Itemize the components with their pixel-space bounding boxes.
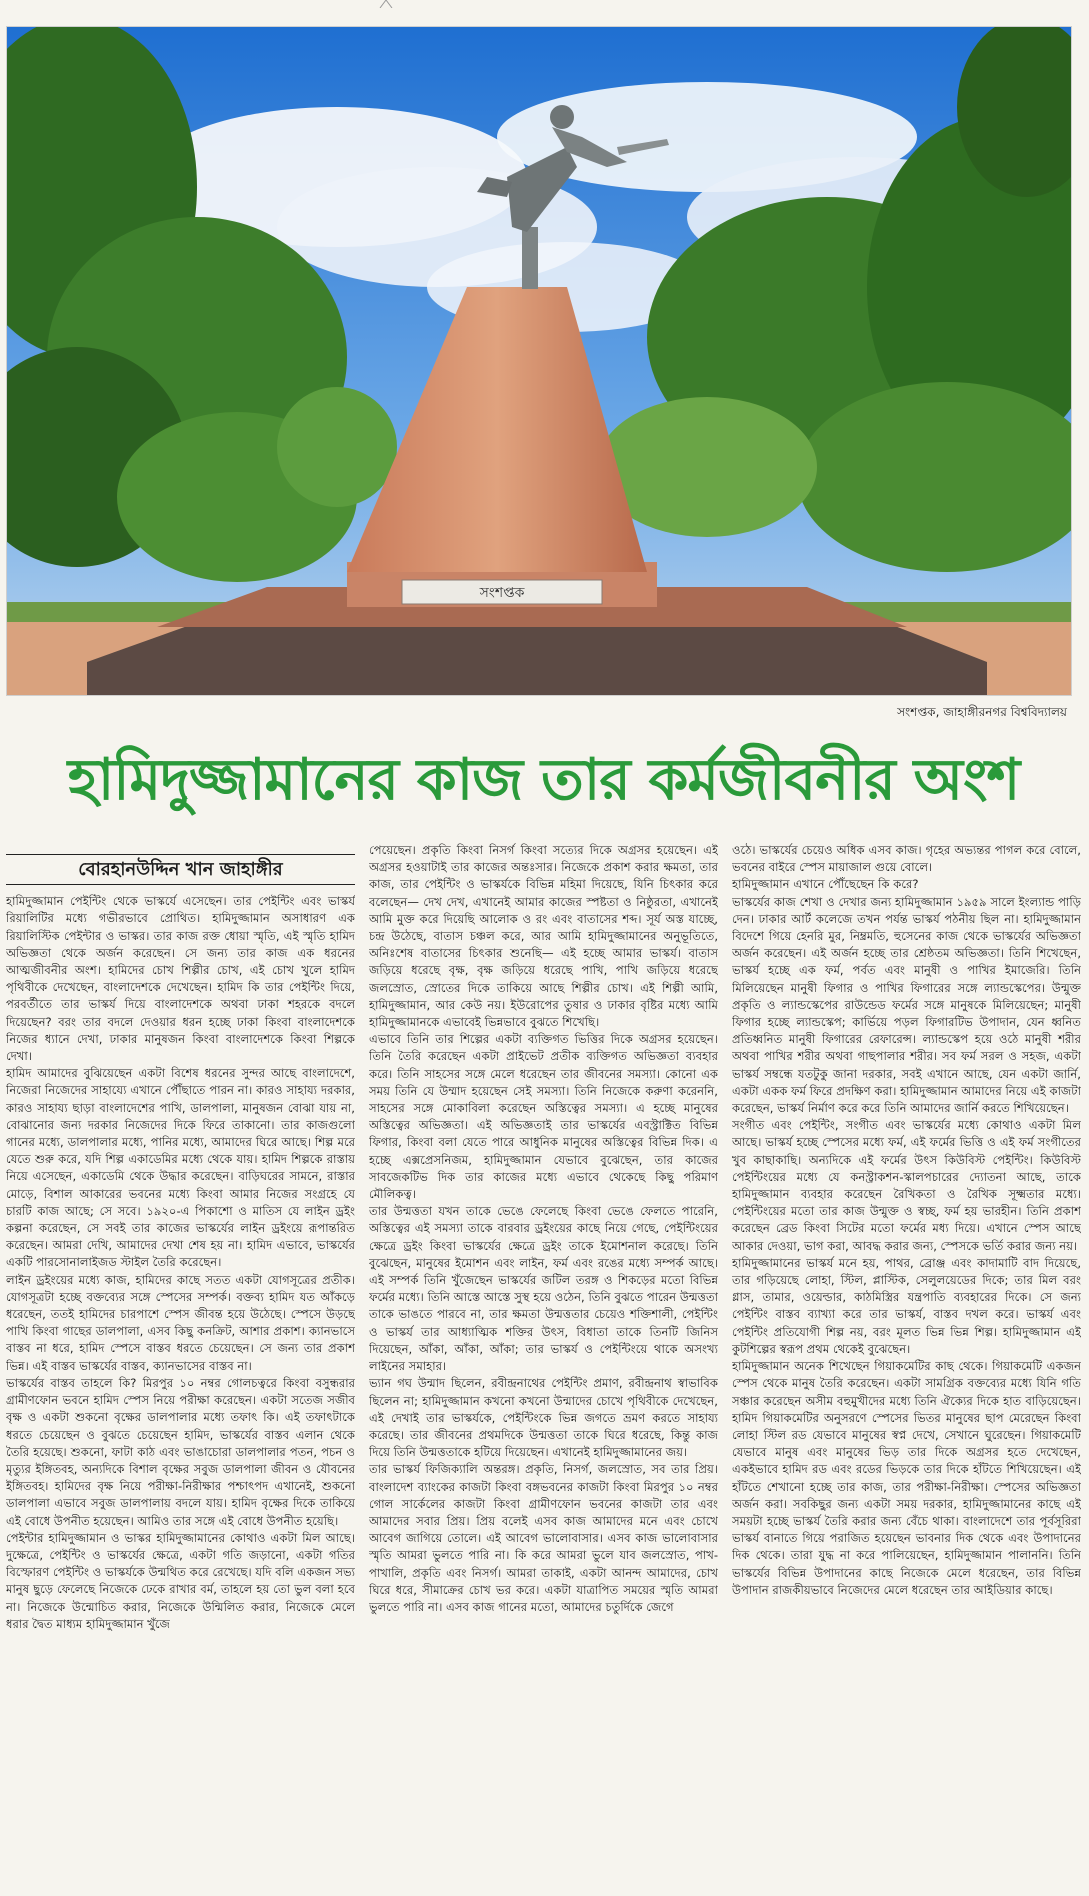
paragraph: ওঠে। ভাস্কর্যের চেয়েও অধিক এসব কাজ। গৃহের অভ্যন্তর পাগল করে বোলে, ভবনের বাইরে স্পেস মায়াজাল গুয়ে বোলে। — [732, 843, 1081, 875]
paragraph: এভাবে তিনি তার শিল্পের একটা ব্যক্তিগত ভিত্তির দিকে অগ্রসর হয়েছেন। তিনি তৈরি করেছেন একটা প্রাইভেট প্রতীক ব্যক্তিগত অভিজ্ঞতা ব্যবহার করে। তিনি সাহসের সঙ্গে মেলে ধরেছেন তার জীবনের সমস্যা। কোনো এক সময় তিনি যে উম্মাদ হয়েছেন সেই সমস্যা। তিনি নিজেকে করুণা করেননি, সাহসের সঙ্গে মোকাবিলা করেছেন অস্তিত্বের সমস্যা। এ হচ্ছে মানুষের অস্তিত্বের অভিজ্ঞতা। এই অভিজ্ঞতাই তার ভাস্কর্যের এবস্ট্রাক্টিত বিভিন্ন ফিগার, কিংবা বলা যেতে পারে আধুনিক মানুষের অস্তিত্বের বিভিন্ন দিক। এ হচ্ছে এক্সপ্রেসনিজম, হামিদুজ্জামান যেভাবে বুঝেছেন, তার কাজের সাবজেকটিভ দিক তার কাজের মধ্যে এভাবে থেকেছে কিছু পরিমাণ মৌলিকত্ব। — [369, 1032, 718, 1202]
paragraph: পেয়েছেন। প্রকৃতি কিংবা নিসর্গ কিংবা সত্যের দিকে অগ্রসর হয়েছেন। এই অগ্রসর হওয়াটাই তার কাজের অন্তঃসার। নিজেকে প্রকাশ করার ক্ষমতা, তার কাজ, তার পেইন্টিং ও ভাস্কর্যকে বিভিন্ন মহিমা দিয়েছে, যিনি চিৎকার করে বলেছেন— দেখ দেখ, এখানেই আমার কাজের স্পষ্টতা ও নিষ্ঠুরতা, এখানেই আমি মুক্ত করে দিয়েছি আলোক ও রং এবং বাতাসের শব্দ। সূর্য অস্ত যাচ্ছে, চন্দ্র উঠেছে, বাতাস চঞ্চল করে, আর আমি হামিদুজ্জামানের অনুভূতিতে, অনিঃশেষ বাতাসের চিৎকার শুনেছি— এই হচ্ছে আমার ভাস্কর্য। বাতাস জড়িয়ে ধরেছে বৃক্ষ, বৃক্ষ জড়িয়ে ধরেছে পাখি, পাখি জড়িয়ে ধরেছে জলস্রোত, স্রোতের দিকে তাকিয়ে আছে শিল্পীর চোখ। এই শিল্পী আমি, হামিদুজ্জামান, আর কেউ নয়। ইউরোপের তুষার ও ঢাকার বৃষ্টির মধ্যে আমি হামিদুজ্জামানকে এভাবেই ভিন্নভাবে বুঝতে শিখেছি। — [369, 843, 718, 1030]
headline: হামিদুজ্জামানের কাজ তার কর্মজীবনীর অংশ — [67, 747, 1020, 813]
byline: বোরহানউদ্দিন খান জাহাঙ্গীর — [6, 854, 355, 885]
paragraph: ভাস্কর্যের বাস্তব তাহলে কি? মিরপুর ১০ নম্বর গোলচত্বরে কিংবা বসুন্ধরার গ্রামীণফোন ভবনে হামিদ স্পেস নিয়ে পরীক্ষা করেছেন। একটা সতেজ সজীব বৃক্ষ ও একটা শুকনো বৃক্ষের ডালপালার মধ্যে তফাৎ কি। এই তফাৎটাকে ধরতে চেয়েছেন ও বুঝতে চেয়েছেন হামিদ, ভাস্কর্যের বাস্তব এলান থেকে তৈরি হয়েছে। শুকনো, ফাটা কাঠ এবং ভাঙাচোরা ডালপালার পতন, পচন ও মৃত্যুর ইঙ্গিতবহ, অন্যদিকে বিশাল বৃক্ষের সবুজ ডালপালা জীবন ও যৌবনের ইঙ্গিতবহ। হামিদের বৃক্ষ নিয়ে পরীক্ষা-নিরীক্ষার পশ্চাৎপদ এখানেই, শুকনো ডালপালা এভাবে সবুজ ডালপালায় বদলে যায়। হামিদ বৃক্ষের দিকে তাকিয়ে এই বোধে উপনীত হয়েছেন। আমিও তার সঙ্গে এই বোধে উপনীত হয়েছি। — [6, 1375, 355, 1528]
paragraph: হামিদুজ্জামান অনেক শিখেছেন গিয়াকমেটির কাছ থেকে। গিয়াকমেটি একজন স্পেস থেকে মানুষ তৈরি করেছেন। একটা সামগ্রিক বক্তব্যের মধ্যে যিনি গতি সঞ্চার করেছেন অসীম বহুমুখীদের মধ্যে তিনি ঐক্যের দিকে হাত বাড়িয়েছেন। হামিদ গিয়াকমেটির অনুসরণে স্পেসের ভিতর মানুষের ছাপ মেরেছেন কিংবা লোহা স্টিল রড যেভাবে মানুষের স্বপ্ন দেখে, সেখানে ঘুরেছেন। গিয়াকমেটি যেভাবে মানুষ এবং মানুষের ভিড় তার দিকে অগ্রসর হতে দেখেছেন, একইভাবে হামিদ রড এবং রডের ভিড়কে তার দিকে হাঁটতে শিখিয়েছেন। এই হাঁটতে শেখানো হচ্ছে তার কাজ, তার পরীক্ষা-নিরীক্ষা। স্পেসের অভিজ্ঞতা অর্জন করা। সবকিছুর জন্য একটা সময় দরকার, হামিদুজ্জামানের কাছে এই সময়টা হচ্ছে ভাস্কর্য তৈরি করার জন্য বেঁচে থাকা। বাংলাদেশে তার পূর্বসূরিরা ভাস্কর্য বানাতে গিয়ে পরাজিত হয়েছেন ভাবনার দিক থেকে এবং উপাদানের দিক থেকে। তারা যুদ্ধ না করে পালিয়েছেন, হামিদুজ্জামান পালাননি। তিনি ভাস্কর্যের বিভিন্ন উপাদানের কাছে নিজেকে মেলে ধরেছেন, তার বিভিন্ন উপাদান রাজকীয়ভাবে নিজেদের মেলে ধরেছেন তার আইডিয়ার কাছে। — [732, 1359, 1081, 1597]
paragraph: সংগীত এবং পেইন্টিং, সংগীত এবং ভাস্কর্যের মধ্যে কোথাও একটা মিল আছে। ভাস্কর্য হচ্ছে স্পেসের মধ্যে ফর্ম, এই ফর্মের ভিত্তি ও এই ফর্ম সংগীতের খুব কাছাকাছি। অন্যদিকে এই ফর্মের উৎস কিউবিস্ট পেইন্টিং। কিউবিস্ট পেইন্টিংয়ের মধ্যে যে কনস্ট্রাকশন-স্কালপচারের দ্যোতনা আছে, তাকে হামিদুজ্জামান ব্যবহার করেছেন রৈখিকতা ও রৈখিক সূক্ষ্মতার মধ্যে। পেইন্টিংয়ের মতো তার কাজ উন্মুক্ত ও স্বচ্ছ, ফর্ম হয় ভারহীন। তিনি প্রকাশ করেছেন ব্রেড কিংবা সিটের মতো ফর্মের মধ্য দিয়ে। এখানে স্পেস আছে আকার দেওয়া, ভাগ করা, আবদ্ধ করার জন্য, স্পেসকে ভর্তি করার জন্য নয়। — [732, 1118, 1081, 1253]
paragraph: ভ্যান গঘ উন্মাদ ছিলেন, রবীন্দ্রনাথের পেইন্টিং প্রমাণ, রবীন্দ্রনাথ স্বাভাবিক ছিলেন না; হামিদুজ্জামান কখনো কখনো উন্মাদের চোখে পৃথিবীকে দেখেছেন, এই দেখাই তার ভাস্কর্যকে, পেইন্টিংকে ভিন্ন জগতে ভ্রমণ করতে সাহায্য করেছে। তার জীবনের প্রথমদিকে উন্মত্ততা তাকে ঘিরে ধরেছে, কিন্তু কাজ দিয়ে তিনি উন্মত্ততাকে হটিয়ে দিয়েছেন। এখানেই হামিদুজ্জামানের জয়। — [369, 1376, 718, 1460]
paragraph: হামিদ আমাদের বুঝিয়েছেন একটা বিশেষ ধরনের সুন্দর আছে বাংলাদেশে, নিজেরা নিজেদের সাহায্যে এখানে পৌঁছাতে পারন না। কারও সাহায্য দরকার, কারও সাহায্য ছাড়া বাংলাদেশের পাখি, ডালপালা, মানুষজন বোঝা যায় না, বোঝানোর জন্য দরকার নিজেদের দিকে ফিরে তাকানো। তার কাজগুলো গানের মধ্যে, ডালপালার মধ্যে, পানির মধ্যে, আমাদের ঘিরে আছে। শিল্প মরে যেতে শুরু করে, যদি শিল্প একাডেমির মধ্যে থেকে যায়। হামিদ শিল্পকে রাস্তায় নিয়ে এসেছেন, একাডেমি থেকে উদ্ধার করেছেন। বাড়িঘরের সামনে, রাস্তার মোড়ে, বিশাল আকারের ভবনের মধ্যে কিংবা আমার নিজের সংগ্রহে যে চারটি কাজ আছে; সে সবে। ১৯২০-এ পিকাশো ও মাতিস যে লাইন ড্রইং কল্পনা করেছেন, সে সবই তার কাজের ভাস্কর্যের লাইন ড্রইংয়ে রূপান্তরিত করেছেন। আমরা দেখি, আমাদের দেখা শেষ হয় না। হামিদ এভাবে, ভাস্কর্যের একটি পারসোনালাইজড স্টাইল তৈরি করেছেন। — [6, 1066, 355, 1270]
photo-caption: সংশপ্তক, জাহাঙ্গীরনগর বিশ্ববিদ্যালয় — [897, 705, 1067, 719]
paragraph: তার ভাস্কর্য ফিজিক্যালি অন্তরঙ্গ। প্রকৃতি, নিসর্গ, জলস্রোত, সব তার প্রিয়। বাংলাদেশ ব্যাংকের কাজটা কিংবা বঙ্গভবনের কাজটা কিংবা মিরপুর ১০ নম্বর গোল সার্কেলের কাজটা কিংবা গ্রামীণফোন ভবনের কাজটা তার এবং আমাদের সবার প্রিয়। প্রিয় বলেই এসব কাজ আমাদের মনে এবং চোখে আবেগ জাগিয়ে তোলে। এই আবেগ ভালোবাসার। এসব কাজ ভালোবাসার স্মৃতি আমরা ভুলতে পারি না। কি করে আমরা ভুলে যাব জলস্রোত, পাখ-পাখালি, প্রকৃতি এবং নিসর্গ। আমরা তাকাই, একটা আনন্দ আমাদের, চোখ ঘিরে ধরে, সীমাক্রের চোখ ভর করে। একটা যাত্রাপিত সময়ের স্মৃতি আমরা ভুলতে পারি না। এসব কাজ গানের মতো, আমাদের চতুর্দিকে জেগে — [369, 1462, 718, 1614]
paragraph: ভাস্কর্যের কাজ শেখা ও দেখার জন্য হামিদুজ্জামান ১৯৫৯ সালে ইংল্যান্ড পাড়ি দেন। ঢাকার আর্ট কলেজে তখন পর্যন্ত ভাস্কর্য পঠনীয় ছিল না। হামিদুজ্জামান বিদেশে গিয়ে হেনরি মুর, নিম্ব্রমতি, হুসেনের কাজ থেকে ভাস্কর্যের অভিজ্ঞতা অর্জন করেছেন। এই অর্জন হচ্ছে তার শ্রেষ্ঠতম অভিজ্ঞতা। তিনি শিখেছেন, ভাস্কর্য হচ্ছে এক ফর্ম, পর্বত এবং মানুষী ও পাখির ইমাজেরি। তিনি মিলিয়েছেন মানুষী ফিগার ও পাখির ফিগারের সঙ্গে ল্যান্ডস্কেপের। উন্মুক্ত প্রকৃতি ও ল্যান্ডস্কেপের রাউন্ডেড ফর্মের সঙ্গে মানুষকে মিলিয়েছেন; মানুষী ফিগার হচ্ছে ল্যান্ডস্কেপ; কার্ভিয়ে পড়ল ফিগারটিভ উপাদান, যেন ধ্বনিত প্রতিধ্বনিত মানুষী ফিগারের রেফারেন্স। ল্যান্ডস্কেপ হয়ে ওঠে মানুষী শরীর অথবা পাখির শরীর অথবা গাছপালার শরীর। সব ফর্ম সরল ও সহজ, একটা ভাস্কর্য সম্বন্ধে যতটুকু জানা দরকার, সবই এখানে আছে, যেন একটা জার্নি, একটা একক ফর্ম ফিরে প্রদক্ষিণ করা। হামিদুজ্জামান আমাদের নিয়ে এই কাজটা করেছেন, ভাস্কর্য নির্মাণ করে করে তিনি আমাদের জার্নি করতে শিখিয়েছেন। — [732, 894, 1081, 1116]
column-3 — [732, 842, 1081, 1892]
paragraph: হামিদুজ্জামানের ভাস্কর্য মনে হয়, পাথর, ব্রোঞ্জ এবং কাদামাটি বাদ দিয়েছে, তার গড়িয়েছে লোহা, স্টিল, প্লাস্টিক, সেলুলয়েডের দিকে; তার মিল বরং গ্লাস, তামার, ওয়েল্ডার, কাঠমিস্ত্রির যন্ত্রপাতি ব্যবহারের দিকে। সে জন্য পেইন্টিং বাস্তব ব্যাখ্যা করে তার ভাস্কর্য, বাস্তব দখল করে। ভাস্কর্য এবং পেইন্টিং প্রতিযোগী শিল্প নয়, বরং মূলত ভিন্ন ভিন্ন শিল্প। হামিদুজ্জামান এই কুটশিল্পের স্বরূপ প্রথম থেকেই বুঝেছেন। — [732, 1255, 1081, 1356]
paragraph: লাইন ড্রইংয়ের মধ্যে কাজ, হামিদের কাছে সতত একটা যোগসূত্রের প্রতীক। যোগসূত্রটা হচ্ছে বক্তব্যের সঙ্গে স্পেসের সম্পর্ক। বক্তব্য হামিদ যত আঁকড়ে ধরেছেন, ততই হামিদের চারপাশে স্পেস জীবন্ত হয়ে উঠেছে। স্পেসে উড়ছে পাখি কিংবা গাছের ডালপালা, এসব কিছু কনক্রিট, আশার প্রকাশ। ক্যানভাসে বাস্তব না ধরে, হামিদ স্পেসে বাস্তব ধরতে চেয়েছেন। সে জন্য তার প্রকাশ ভিন্ন। এই বাস্তব ভাস্কর্যের বাস্তব, ক্যানভাসের বাস্তব না। — [6, 1272, 355, 1373]
paragraph: পেইন্টার হামিদুজ্জামান ও ভাস্কর হামিদুজ্জামানের কোথাও একটা মিল আছে। দুক্ষেত্রে, পেইন্টিং ও ভাস্কর্যের ক্ষেত্রে, একটা গতি জড়ানো, একটা গতির বিস্ফোরণ পেইন্টিং ও ভাস্কর্যকে উন্মথিত করে রেখেছে। যদি বলি একজন সভ্য মানুষ ছুড়ে ফেলেছে নিজেকে ঢেকে রাখার বর্ম, তাহলে হয় তো ভুল বলা হবে না। নিজেকে উন্মোচিত করার, নিজেকে উন্মিলিত করার, নিজেকে মেলে ধরার দ্বৈত মাধ্যম হামিদুজ্জামান খুঁজে — [6, 1530, 355, 1631]
page-top-mark — [0, 0, 1089, 8]
plaque-text: সংশপ্তক — [479, 585, 525, 601]
paragraph: হামিদুজ্জামান এখানে পৌঁছেছেন কি করে? — [732, 877, 919, 892]
article-body — [6, 842, 1081, 1892]
sculpture-photo — [6, 26, 1072, 696]
paragraph: হামিদুজ্জামান পেইন্টিং থেকে ভাস্কর্যে এসেছেন। তার পেইন্টিং এবং ভাস্কর্য রিয়ালিটির মধ্যে গভীরভাবে প্রোথিত। হামিদুজ্জামান অসাধারণ এক রিয়ালিস্টিক পেইন্টার ও ভাস্কর। তার কাজ রক্ত ধোয়া স্মৃতি, এই স্মৃতি হামিদ অভিজ্ঞতা থেকে অর্জন করেছেন। সে জন্য তার কাজ এক ধরনের আত্মজীবনীর অংশ। হামিদের চোখ শিল্পীর চোখ, এই চোখ খুলে হামিদ পৃথিবীকে দেখেছেন, বাংলাদেশকে দেখেছেন। হামিদ কি তার পেইন্টিং দিয়ে, পরবর্তীতে তার ভাস্কর্য দিয়ে বাংলাদেশকে অথবা ঢাকা শহরকে বদলে দিয়েছেন? বরং তার বদলে দেওয়ার ধরন হচ্ছে ঢাকা কিংবা বাংলাদেশকে নিজের ধ্যানে দেখা, ঢাকার মানুষজন কিংবা বাংলাদেশকে কিংবা শিল্পকে দেখা। — [6, 894, 355, 1064]
paragraph: তার উন্মত্ততা যখন তাকে ভেঙে ফেলেছে কিংবা ভেঙে ফেলতে পারেনি, অস্তিত্বের এই সমস্যা তাকে বারবার ড্রইংয়ের কাছে নিয়ে গেছে, পেইন্টিংয়ের ক্ষেত্রে ড্রইং কিংবা ভাস্কর্যের ক্ষেত্রে ড্রইং তাকে ইমোশনাল করেছে। তিনি বুঝেছেন, মানুষের ইমোশন এবং লাইন, ফর্ম এবং রঙের মধ্যে সম্পর্ক আছে। এই সম্পর্ক তিনি খুঁজেছেন ভাস্কর্যের জটিল তরঙ্গ ও শিকড়ের মতো বিভিন্ন ফর্মের মধ্যে। তিনি আস্তে আস্তে সুস্থ হয়ে ওঠেন, তিনি বুঝতে পারেন উন্মত্ততা তাকে ভাঙতে পারবে না, তার ক্ষমতা উন্মত্ততার চেয়েও শক্তিশালী, পেইন্টিং ও ভাস্কর্য তার আধ্যাত্মিক শক্তির উৎস, বিধাতা তাকে তিনটি জিনিস দিয়েছেন, আঁকা, আঁকা, আঁকা; তার ভাস্কর্য ও পেইন্টিংয়ে থাকে অসংখ্য লাইনের সমাহার। — [369, 1204, 718, 1374]
column-1 — [6, 842, 355, 1892]
column-2 — [369, 842, 718, 1892]
